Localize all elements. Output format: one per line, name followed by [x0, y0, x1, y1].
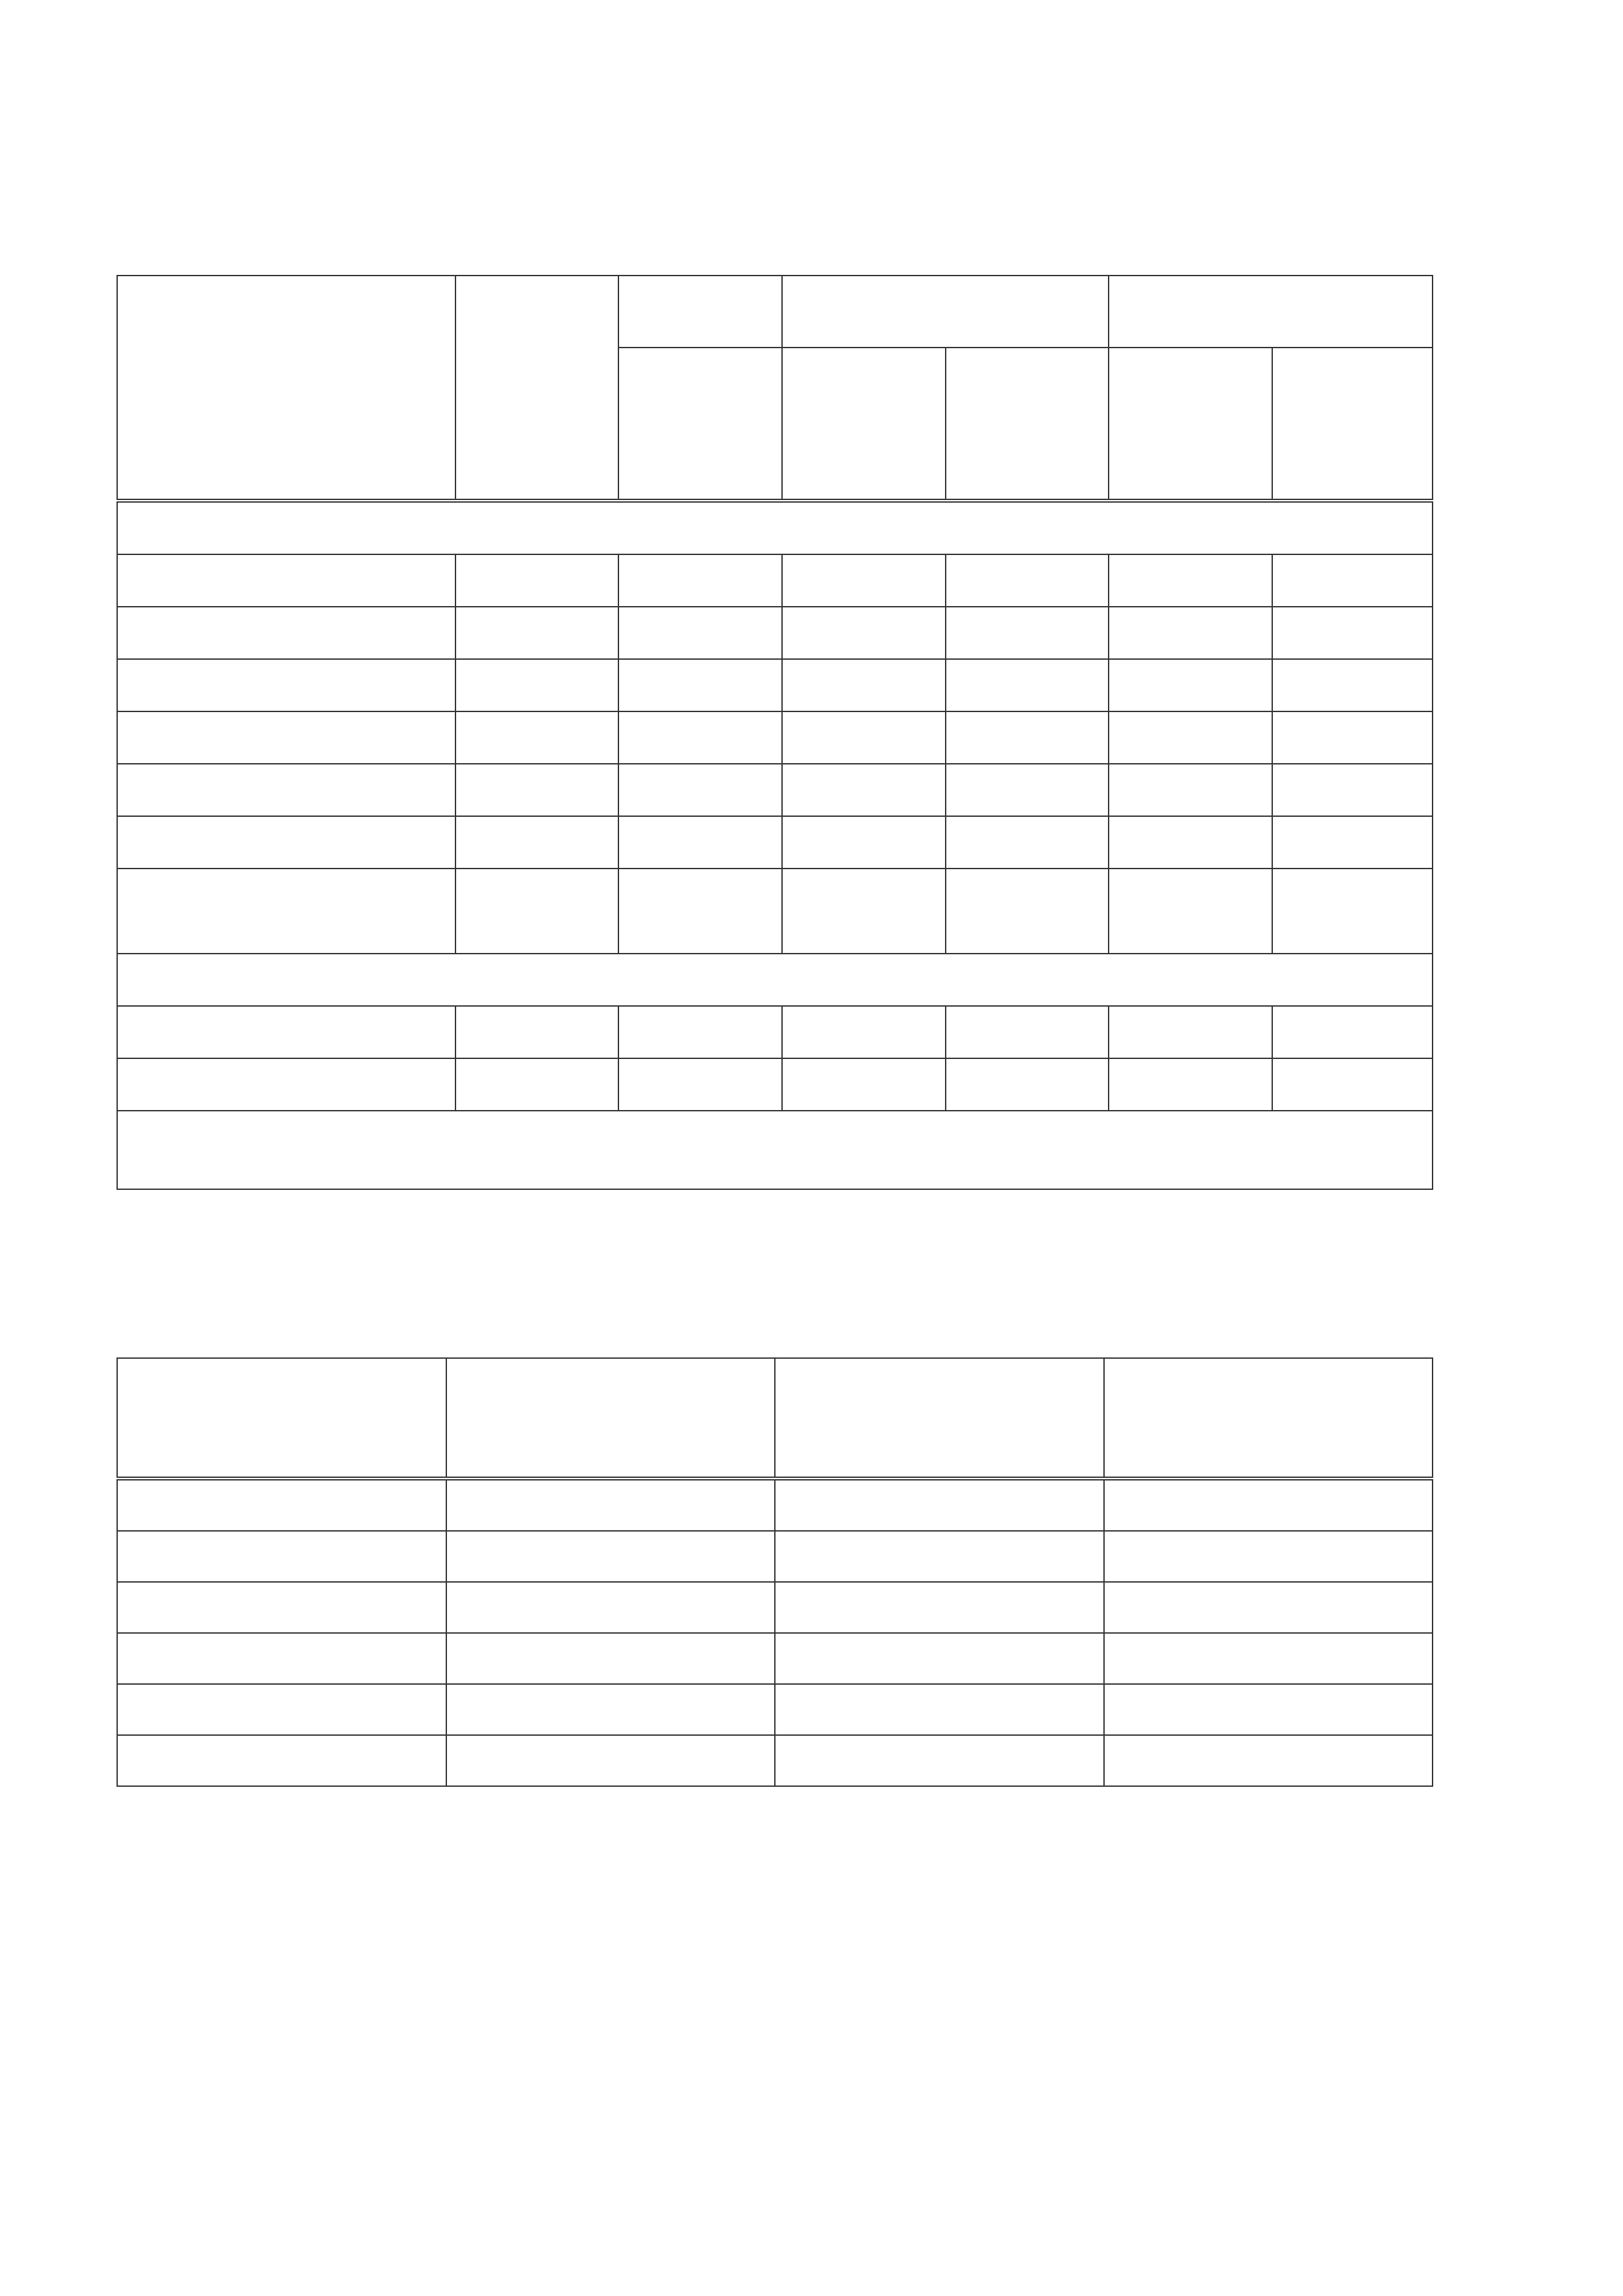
table-row: [117, 659, 1433, 711]
table-row: [117, 1058, 1433, 1111]
header-mean-eff-11: [1109, 348, 1272, 501]
t9-header-amount: [117, 1358, 446, 1479]
table-row: [117, 1582, 1433, 1633]
table-row: [117, 764, 1433, 816]
header-storage-11: [1109, 276, 1433, 348]
table-row: [117, 1006, 1433, 1058]
header-cv-no-storage: [618, 348, 782, 501]
table-row: [117, 1479, 1433, 1531]
table-row: [117, 554, 1433, 607]
table-9: [116, 1357, 1433, 1787]
header-cv-5: [946, 348, 1109, 501]
table-row: [117, 816, 1433, 869]
t9-header-repeatability: [775, 1358, 1104, 1479]
header-compound: [117, 276, 455, 501]
header-amount: [455, 276, 619, 501]
t9-header-reproducibility: [1104, 1358, 1433, 1479]
group-alcohols: [117, 954, 1433, 1006]
header-no-storage: [618, 276, 782, 348]
group-aldehydes-ketones: [117, 501, 1433, 554]
table-row: [117, 711, 1433, 764]
table-row: [117, 1633, 1433, 1684]
t9-header-efficiency: [446, 1358, 776, 1479]
header-mean-eff-5: [782, 348, 946, 501]
table-row: [117, 1735, 1433, 1786]
table-row: [117, 869, 1433, 954]
table9-caption: [116, 1314, 123, 1342]
header-cv-11: [1272, 348, 1433, 501]
table-row: [117, 1531, 1433, 1582]
table-row: [117, 607, 1433, 659]
table-row: [117, 1684, 1433, 1735]
header-storage-5: [782, 276, 1109, 348]
table-8: [116, 275, 1433, 1190]
table8-footnotes: [117, 1111, 1433, 1189]
